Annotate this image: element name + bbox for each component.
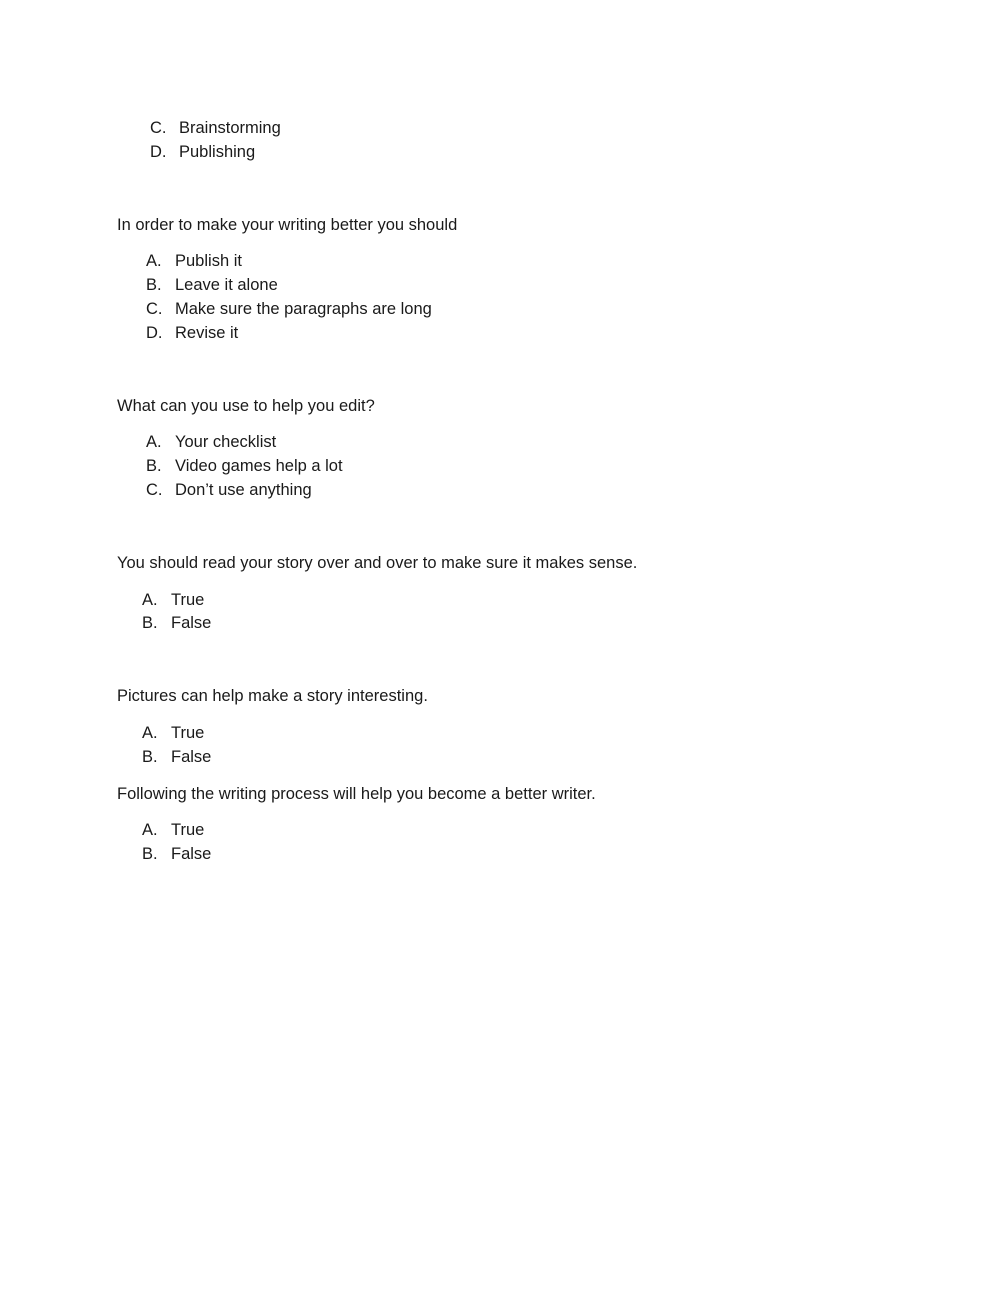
option-text: Revise it bbox=[175, 324, 239, 342]
option-letter: B. bbox=[146, 276, 162, 294]
option-letter: B. bbox=[142, 845, 158, 863]
question-prompt: You should read your story over and over to make sure it makes sense. bbox=[117, 554, 638, 572]
option-letter: D. bbox=[146, 324, 163, 342]
option-letter: C. bbox=[150, 119, 167, 137]
option-text: Video games help a lot bbox=[175, 457, 343, 475]
option-letter: B. bbox=[142, 748, 158, 766]
option-text: False bbox=[171, 614, 212, 632]
question-prompt: What can you use to help you edit? bbox=[117, 397, 375, 415]
option-text: Brainstorming bbox=[179, 119, 281, 137]
option-letter: A. bbox=[142, 821, 158, 839]
option-letter: D. bbox=[150, 143, 167, 161]
option-letter: A. bbox=[142, 591, 158, 609]
option-letter: A. bbox=[146, 252, 162, 270]
question-prompt: Pictures can help make a story interesting. bbox=[117, 687, 428, 705]
option-text: Make sure the paragraphs are long bbox=[175, 300, 432, 318]
option-letter: A. bbox=[142, 724, 158, 742]
option-letter: B. bbox=[142, 614, 158, 632]
question-prompt: Following the writing process will help you become a better writer. bbox=[117, 785, 596, 803]
option-letter: A. bbox=[146, 433, 162, 451]
option-letter: C. bbox=[146, 481, 163, 499]
option-text: False bbox=[171, 748, 212, 766]
option-text: Your checklist bbox=[175, 433, 277, 451]
option-text: Leave it alone bbox=[175, 276, 278, 294]
question-prompt: In order to make your writing better you should bbox=[117, 216, 458, 234]
option-text: True bbox=[171, 591, 205, 609]
option-text: True bbox=[171, 821, 205, 839]
option-text: False bbox=[171, 845, 212, 863]
option-text: Publishing bbox=[179, 143, 256, 161]
option-text: Publish it bbox=[175, 252, 242, 270]
option-letter: B. bbox=[146, 457, 162, 475]
option-text: Don’t use anything bbox=[175, 481, 312, 499]
option-letter: C. bbox=[146, 300, 163, 318]
option-text: True bbox=[171, 724, 205, 742]
